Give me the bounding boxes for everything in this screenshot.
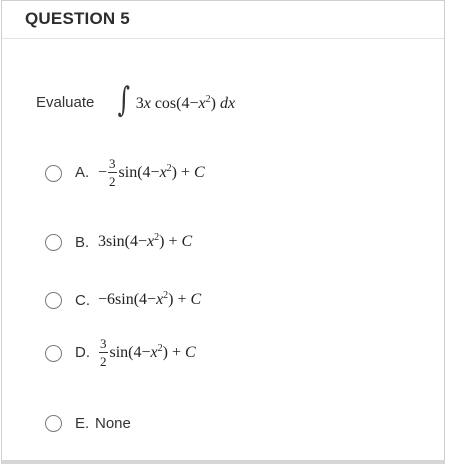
option-a-fraction: $\frac{3}{2}$: [109, 156, 116, 189]
option-b-letter: B.: [75, 233, 90, 251]
option-d-letter: D.: [75, 344, 90, 361]
question-header: [2, 1, 444, 39]
option-a[interactable]: [45, 157, 205, 188]
option-a-expression: − $\frac{3}{2}$ $\sin(4-x^2) + C$: [98, 156, 205, 189]
option-d-radio[interactable]: [45, 345, 62, 362]
option-e[interactable]: [45, 415, 131, 432]
option-a-letter: A.: [75, 164, 90, 181]
option-a-radio[interactable]: [45, 165, 62, 182]
option-e-text: None: [95, 415, 131, 432]
option-b[interactable]: [45, 233, 192, 251]
option-b-radio[interactable]: [45, 234, 62, 251]
option-c-radio[interactable]: [45, 292, 62, 309]
option-e-radio[interactable]: [45, 415, 62, 432]
integral-sign: ∫: [117, 80, 131, 120]
option-d-fraction: $\frac{3}{2}$: [100, 336, 107, 369]
option-d-expression: $\frac{3}{2}$ $\sin(4-x^2) + C$: [100, 336, 196, 369]
integral-expression: [115, 80, 236, 120]
option-c[interactable]: [45, 291, 201, 309]
option-c-letter: C.: [75, 291, 90, 309]
option-c-expression: $-6\sin(4-x^2) + C$: [98, 290, 202, 308]
question-title: QUESTION 5: [25, 9, 130, 28]
question-card: [1, 0, 445, 464]
question-prompt: Evaluate: [36, 94, 95, 111]
option-e-letter: E.: [75, 415, 90, 432]
integrand: 3x $\cos(4-x^2)$ dx: [135, 94, 236, 112]
option-b-expression: $3\sin(4-x^2) + C$: [98, 232, 193, 250]
option-d[interactable]: [45, 337, 196, 368]
